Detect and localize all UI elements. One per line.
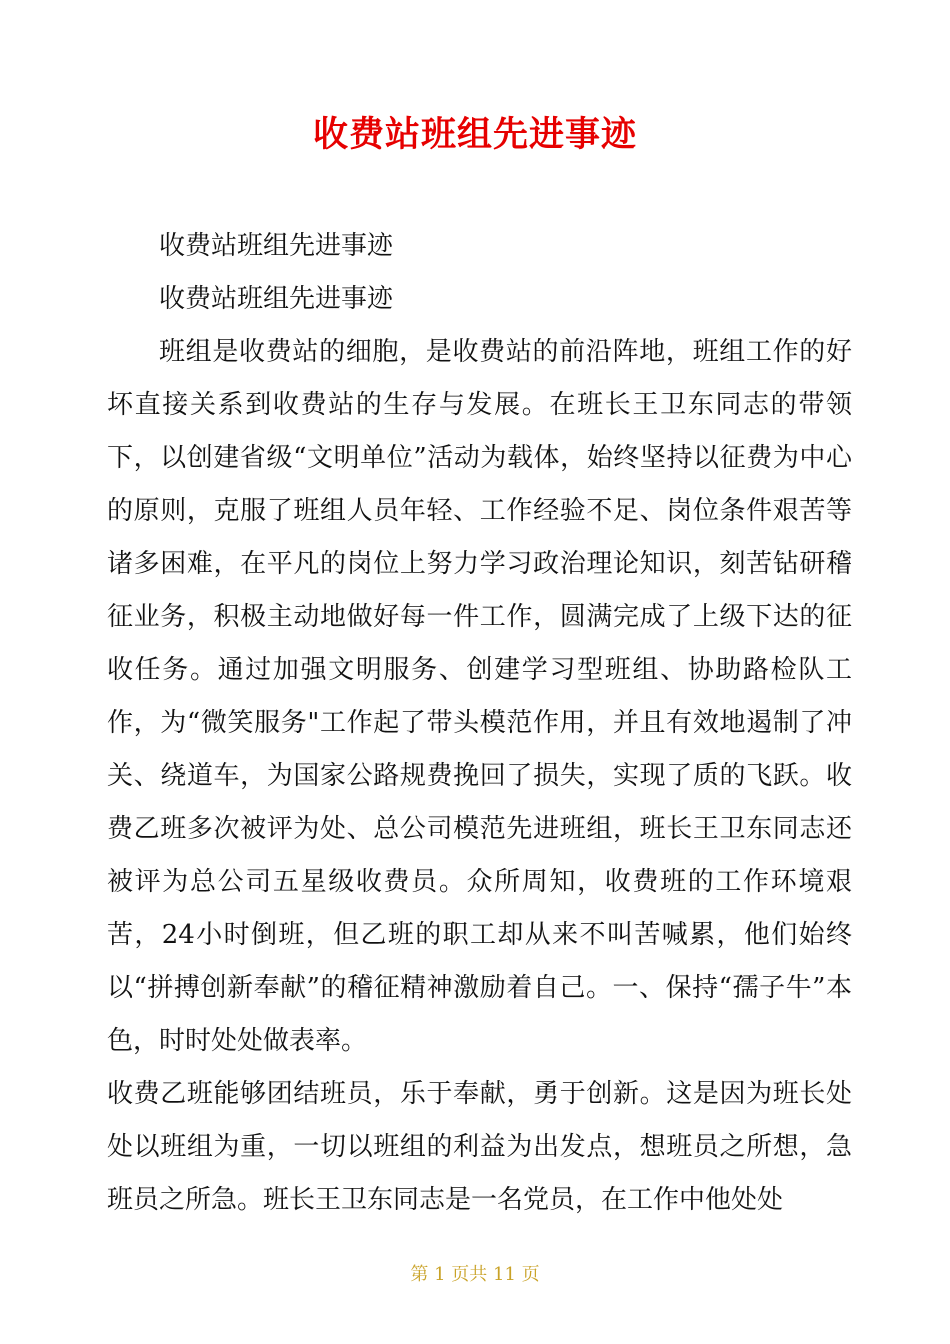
paragraph-heading-1: 收费站班组先进事迹 bbox=[159, 231, 394, 261]
paragraph-heading-2: 收费站班组先进事迹 bbox=[159, 284, 394, 314]
paragraph-continued: 收费乙班能够团结班员，乐于奉献，勇于创新。这是因为班长处处以班组为重，一切以班组的利益为出发点，想班员之所想，急班员之所急。班长王卫东同志是一名党员，在工作中他处处 bbox=[107, 1079, 852, 1215]
document-title: 收费站班组先进事迹 bbox=[312, 114, 637, 155]
page-number-footer: 第 1 页共 11 页 bbox=[410, 1264, 540, 1285]
paragraph-intro: 班组是收费站的细胞，是收费站的前沿阵地，班组工作的好坏直接关系到收费站的生存与发展。在班长王卫东同志的带领下，以创建省级“文明单位”活动为载体，始终坚持以征费为中心的原则，克服了班组人员年轻、工作经验不足、岗位条件艰苦等诸多困难，在平凡的岗位上努力学习政治理论知识，刻苦钻研稽征业务，积极主动地做好每一件工作，圆满完成了上级下达的征收任务。通过加强文明服务、创建学习型班组、协助路检队工作，为“微笑服务"工作起了带头模范作用，并且有效地遏制了冲关、绕道车，为国家公路规费挽回了损失，实现了质的飞跃。收费乙班多次被评为处、总公司模范先进班组，班长王卫东同志还被评为总公司五星级收费员。众所周知，收费班的工作环境艰苦，24小时倒班，但乙班的职工却从来不叫苦喊累，他们始终以“拼搏创新奉献”的稽征精神激励着自己。一、保持“孺子牛”本色，时时处处做表率。 bbox=[107, 337, 852, 1056]
document-body bbox=[107, 220, 852, 1227]
